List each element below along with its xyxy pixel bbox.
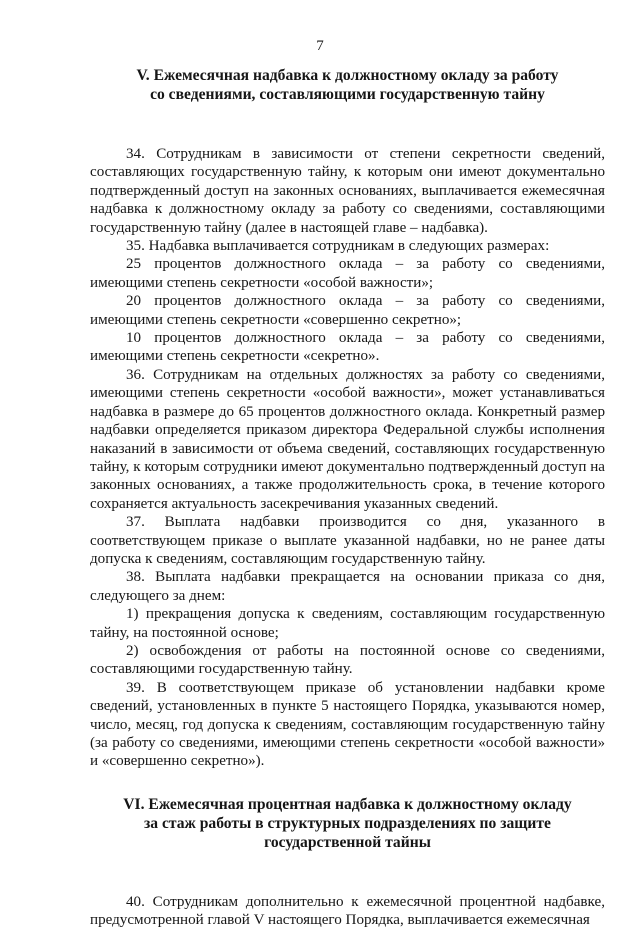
paragraph-38-item-1: 1) прекращения допуска к сведениям, составляющим государственную тайну, на постоянной основе; xyxy=(90,606,605,641)
rate-25-percent: 25 процентов должностного оклада – за работу со сведениями, имеющими степень секретности «особой важности»; xyxy=(90,256,605,291)
section-5-heading-line: V. Ежемесячная надбавка к должностному окладу за работу xyxy=(136,67,559,84)
paragraph-34: 34. Сотрудникам в зависимости от степени секретности сведений, составляющих государственную тайну, к которым они имеют документально подтвержденный доступ на законных основаниях, выплачивается ежемесячная надбавка к должностному окладу за работу со сведениями, составляющими государственную тайну (далее в настоящей главе – надбавка). xyxy=(90,146,605,236)
paragraph-38: 38. Выплата надбавки прекращается на основании приказа со дня, следующего за днем: xyxy=(90,569,605,604)
spacer xyxy=(90,852,605,893)
paragraph-39: 39. В соответствующем приказе об установлении надбавки кроме сведений, установленных в пункте 5 настоящего Порядка, указываются номер, число, месяц, год допуска к сведениям, составляющим государственную тайну (за работу со сведениями, имеющими степень секретности «особой важности» и «совершенно секретно»). xyxy=(90,679,605,770)
spacer xyxy=(90,104,605,145)
paragraph-40: 40. Сотрудникам дополнительно к ежемесячной процентной надбавке, предусмотренной главой V настоящего Порядка, выплачивается ежемесячная xyxy=(90,893,605,929)
section-5-heading xyxy=(90,66,605,104)
paragraph-37: 37. Выплата надбавки производится со дня, указанного в соответствующем приказе о выплате указанной надбавки, но не ранее даты допуска к сведениям, составляющим государственную тайну. xyxy=(90,514,605,567)
section-6-heading xyxy=(90,795,605,852)
paragraph-35: 35. Надбавка выплачивается сотрудникам в следующих размерах: xyxy=(126,238,550,255)
paragraph-36: 36. Сотрудникам на отдельных должностях за работу со сведениями, имеющими степень секретности «особой важности», может устанавливаться надбавка в размере до 65 процентов должностного оклада. Конкретный размер надбавки определяется приказом директора Федеральной службы исполнения наказаний в зависимости от объема сведений, составляющих государственную тайну, к которым сотрудники имеют документально подтвержденный доступ на законных основаниях, а также продолжительность срока, в течение которого сохраняется актуальность засекречивания указанных сведений. xyxy=(90,366,605,512)
document-body xyxy=(90,64,605,930)
section-5-heading-line: со сведениями, составляющими государственную тайну xyxy=(150,86,545,103)
rate-20-percent: 20 процентов должностного оклада – за работу со сведениями, имеющими степень секретности «совершенно секретно»; xyxy=(90,293,605,328)
section-6-heading-line: государственной тайны xyxy=(264,833,431,851)
paragraph-38-item-2: 2) освобождения от работы на постоянной основе со сведениями, составляющими государственную тайну. xyxy=(90,642,605,678)
page-number: 7 xyxy=(316,38,324,54)
section-6-heading-line: VI. Ежемесячная процентная надбавка к должностному окладу xyxy=(123,795,572,813)
section-6-heading-line: за стаж работы в структурных подразделениях по защите xyxy=(144,814,551,832)
rate-10-percent: 10 процентов должностного оклада – за работу со сведениями, имеющими степень секретности «секретно». xyxy=(90,330,605,365)
spacer xyxy=(90,771,605,795)
